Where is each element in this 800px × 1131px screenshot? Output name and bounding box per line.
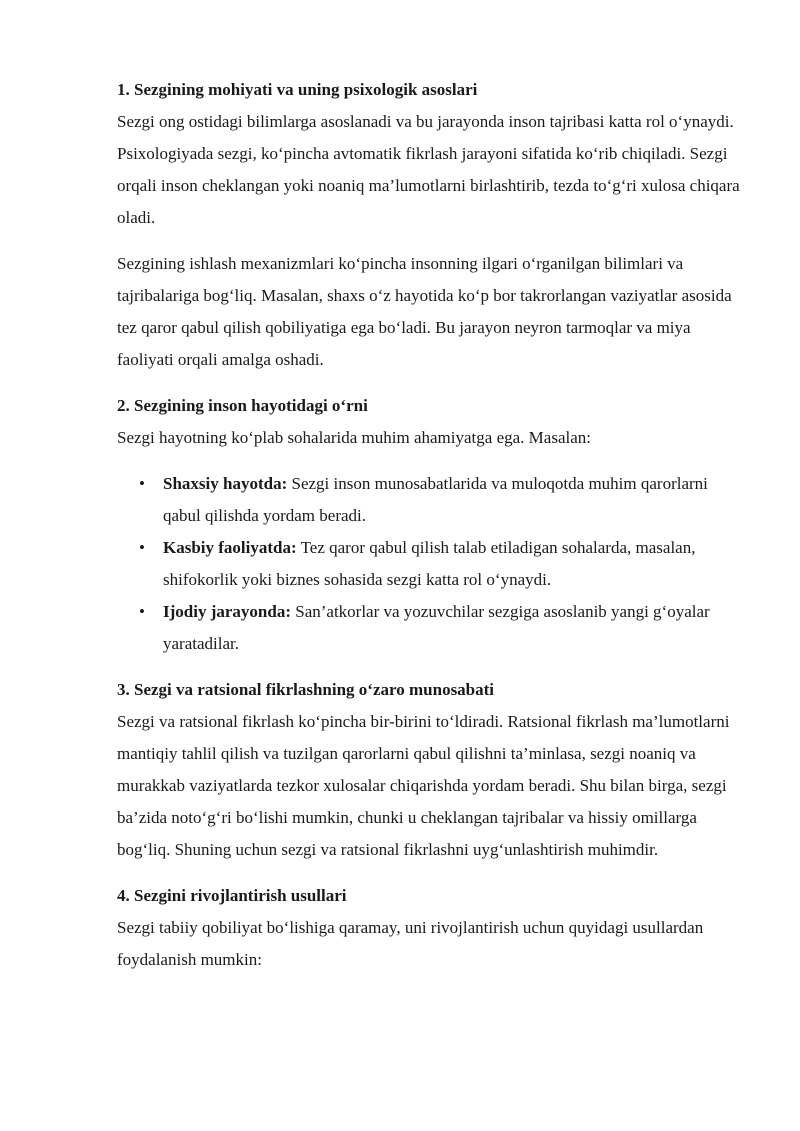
section-1 bbox=[117, 74, 747, 376]
paragraph: Sezgining ishlash mexanizmlari ko‘pincha insonning ilgari o‘rganilgan bilimlari va tajribalariga bog‘liq. Masalan, shaxs o‘z hayotida ko‘p bor takrorlangan vaziyatlar asosida tez qaror qabul qilish qobiliyatiga ega bo‘ladi. Bu jarayon neyron tarmoqlar va miya faoliyati orqali amalga oshadi. bbox=[117, 254, 732, 369]
bullet-term: Ijodiy jarayonda: bbox=[163, 602, 291, 621]
bullet-icon: • bbox=[139, 538, 145, 557]
section-4 bbox=[117, 880, 747, 976]
paragraph: Sezgi hayotning ko‘plab sohalarida muhim ahamiyatga ega. Masalan: bbox=[117, 428, 591, 447]
document-page bbox=[117, 74, 747, 990]
section-heading: 3. Sezgi va ratsional fikrlashning o‘zaro munosabati bbox=[117, 680, 495, 699]
bullet-icon: • bbox=[139, 474, 145, 493]
bullet-text: Tez qaror qabul qilish talab etiladigan sohalarda, masalan, shifokorlik yoki biznes sohasida sezgi katta rol o‘ynaydi. bbox=[163, 538, 696, 589]
section-heading: 4. Sezgini rivojlantirish usullari bbox=[117, 886, 347, 905]
paragraph: Sezgi ong ostidagi bilimlarga asoslanadi va bu jarayonda inson tajribasi katta rol o‘ynaydi. Psixologiyada sezgi, ko‘pincha avtomatik fikrlash jarayoni sifatida ko‘rib chiqiladi. Sezgi orqali inson cheklangan yoki noaniq ma’lumotlarni birlashtirib, tezda to‘g‘ri xulosa chiqara oladi. bbox=[117, 112, 740, 227]
bullet-term: Shaxsiy hayotda: bbox=[163, 474, 288, 493]
list-item bbox=[117, 468, 747, 532]
section-heading: 1. Sezgining mohiyati va uning psixologik asoslari bbox=[117, 80, 478, 99]
paragraph: Sezgi va ratsional fikrlash ko‘pincha bir-birini to‘ldiradi. Ratsional fikrlash ma’lumotlarni mantiqiy tahlil qilish va tuzilgan qarorlarni qabul qilishni ta’minlasa, sezgi noaniq va murakkab vaziyatlarda tezkor xulosalar chiqarishda yordam beradi. Shu bilan birga, sezgi ba’zida noto‘g‘ri bo‘lishi mumkin, chunki u cheklangan tajribalar va hissiy omillarga bog‘liq. Shuning uchun sezgi va ratsional fikrlashni uyg‘unlashtirish muhimdir. bbox=[117, 712, 730, 859]
bullet-text: Sezgi inson munosabatlarida va muloqotda muhim qarorlarni qabul qilishda yordam beradi. bbox=[163, 474, 708, 525]
list-item bbox=[117, 596, 747, 660]
section-2 bbox=[117, 390, 747, 674]
bullet-list bbox=[117, 468, 747, 660]
bullet-icon: • bbox=[139, 602, 145, 621]
section-3 bbox=[117, 674, 747, 866]
bullet-term: Kasbiy faoliyatda: bbox=[163, 538, 297, 557]
bullet-text: San’atkorlar va yozuvchilar sezgiga asoslanib yangi g‘oyalar yaratadilar. bbox=[163, 602, 710, 653]
section-heading: 2. Sezgining inson hayotidagi o‘rni bbox=[117, 396, 368, 415]
list-item bbox=[117, 532, 747, 596]
paragraph: Sezgi tabiiy qobiliyat bo‘lishiga qaramay, uni rivojlantirish uchun quyidagi usullardan foydalanish mumkin: bbox=[117, 918, 704, 969]
